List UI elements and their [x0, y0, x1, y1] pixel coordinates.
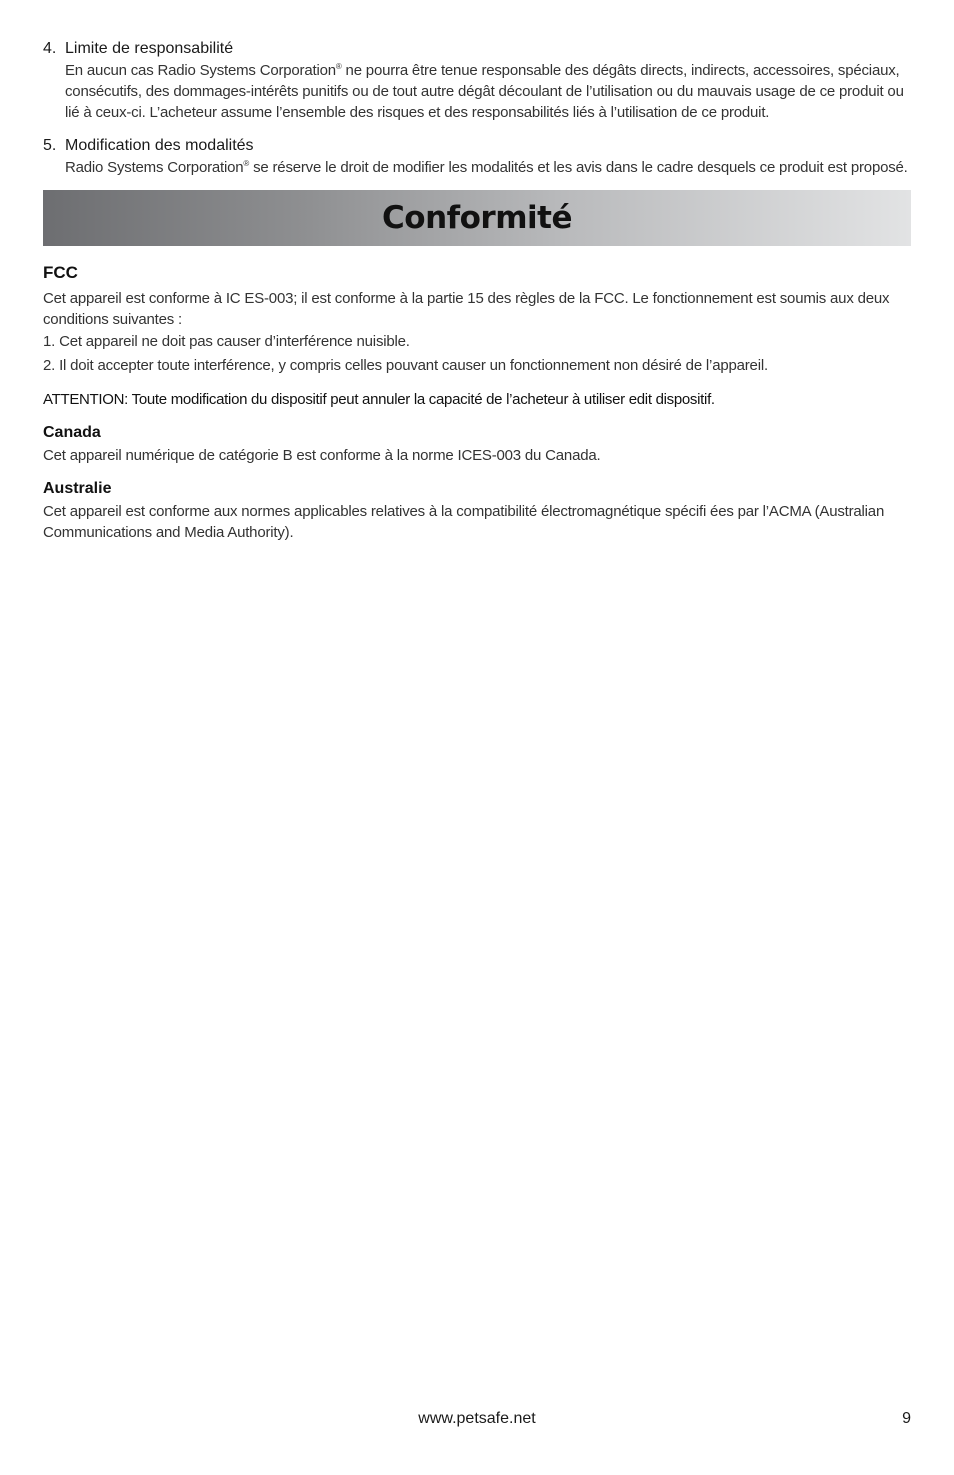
section-body-text: En aucun cas Radio Systems Corporation [65, 62, 336, 79]
document-page [43, 38, 911, 543]
fcc-condition-1: 1. Cet appareil ne doit pas causer d’interférence nuisible. [43, 333, 410, 350]
section-modification-of-terms [43, 135, 911, 178]
section-body-text: Radio Systems Corporation [65, 159, 244, 176]
australia-heading: Australie [43, 480, 112, 497]
page-footer [0, 1410, 954, 1436]
section-body-text: se réserve le droit de modifier les modalités et les avis dans le cadre desquels ce produit est proposé. [249, 159, 908, 176]
registered-mark: ® [243, 159, 250, 168]
page-number: 9 [902, 1410, 911, 1427]
fcc-heading: FCC [43, 263, 78, 282]
footer-url: www.petsafe.net [418, 1410, 536, 1427]
section-heading [43, 135, 911, 157]
australia-text: Cet appareil est conforme aux normes applicables relatives à la compatibilité électromagnétique spécifi ées par l’ACMA (Australian Communications and Media Authority). [43, 503, 885, 541]
section-number: 4. [43, 40, 57, 57]
registered-mark: ® [335, 62, 342, 71]
section-heading [43, 38, 911, 60]
canada-heading: Canada [43, 424, 101, 441]
section-body [43, 60, 911, 123]
fcc-condition-2: 2. Il doit accepter toute interférence, y compris celles pouvant causer un fonctionnement non désiré de l’appareil. [43, 357, 768, 374]
banner-title: Conformité [382, 200, 572, 236]
section-title: Modification des modalités [65, 137, 254, 154]
fcc-attention: ATTENTION: Toute modification du dispositif peut annuler la capacité de l’acheteur à utiliser edit dispositif. [43, 391, 715, 408]
section-limitation-of-liability [43, 38, 911, 123]
compliance-banner [43, 190, 911, 246]
section-title: Limite de responsabilité [65, 40, 234, 57]
canada-text: Cet appareil numérique de catégorie B est conforme à la norme ICES-003 du Canada. [43, 447, 601, 464]
section-body-text: ne pourra être tenue responsable des dégâts directs, indirects, accessoires, spéciaux, consécutifs, des dommages-intérêts punitifs ou de tout autre dégât découlant de l’utilisation ou du mauvais usage de ce produit ou lié à ceux-ci. L’acheteur assume l’ensemble des risques et des responsabilités liés à l’utilisation de ce produit. [65, 62, 904, 121]
section-body [43, 157, 911, 178]
fcc-intro: Cet appareil est conforme à IC ES-003; il est conforme à la partie 15 des règles de la FCC. Le fonctionnement est soumis aux deux conditions suivantes : [43, 290, 890, 328]
section-number: 5. [43, 137, 57, 154]
